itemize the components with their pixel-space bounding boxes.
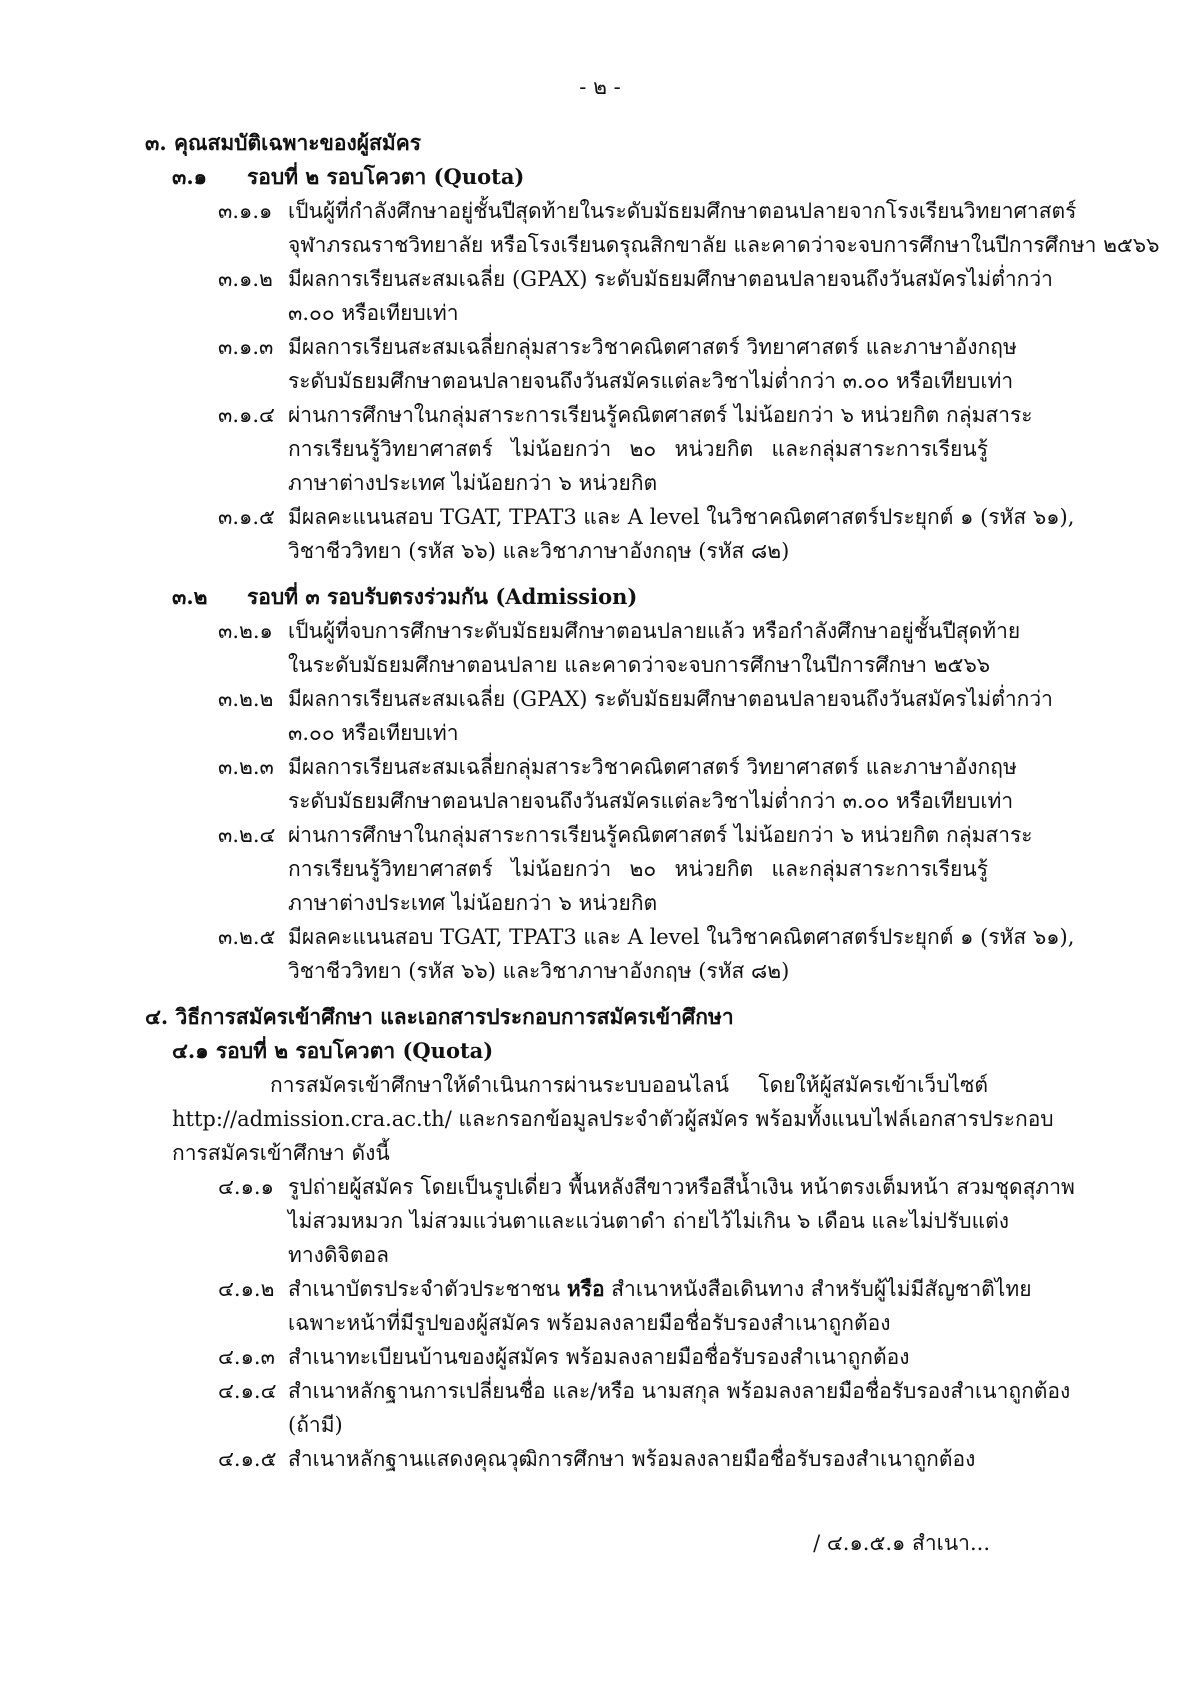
item-number: ๓.๑.๓ [218, 335, 274, 359]
item-line: สำเนาหลักฐานแสดงคุณวุฒิการศึกษา พร้อมลงลายมือชื่อรับรองสำเนาถูกต้อง [288, 1447, 976, 1471]
item-line: วิชาชีววิทยา (รหัส ๖๖) และวิชาภาษาอังกฤษ (รหัส ๘๒) [288, 539, 790, 563]
section-3-heading: ๓. คุณสมบัติเฉพาะของผู้สมัคร [145, 130, 422, 155]
item-line: เฉพาะหน้าที่มีรูปของผู้สมัคร พร้อมลงลายมือชื่อรับรองสำเนาถูกต้อง [288, 1311, 891, 1335]
item-text: สำเนาหนังสือเดินทาง สำหรับผู้ไม่มีสัญชาติไทย [604, 1277, 1032, 1301]
item-line: มีผลการเรียนสะสมเฉลี่ยกลุ่มสาระวิชาคณิตศาสตร์ วิทยาศาสตร์ และภาษาอังกฤษ [288, 755, 1017, 779]
item-number: ๔.๑.๑ [218, 1175, 274, 1199]
item-number: ๓.๑.๕ [218, 505, 275, 529]
item-line: ระดับมัธยมศึกษาตอนปลายจนถึงวันสมัครแต่ละวิชาไม่ต่ำกว่า ๓.๐๐ หรือเทียบเท่า [288, 369, 1014, 393]
item-line: ไม่สวมหมวก ไม่สวมแว่นตาและแว่นตาดำ ถ่ายไว้ไม่เกิน ๖ เดือน และไม่ปรับแต่ง [288, 1209, 1010, 1233]
item-line: วิชาชีววิทยา (รหัส ๖๖) และวิชาภาษาอังกฤษ (รหัส ๘๒) [288, 959, 790, 983]
paragraph-line: การสมัครเข้าศึกษา ดังนี้ [172, 1141, 390, 1165]
item-line: สำเนาทะเบียนบ้านของผู้สมัคร พร้อมลงลายมือชื่อรับรองสำเนาถูกต้อง [288, 1345, 910, 1369]
item-number: ๓.๑.๔ [218, 403, 275, 427]
item-number: ๔.๑.๓ [218, 1345, 275, 1369]
item-number: ๓.๒.๒ [218, 687, 274, 711]
subsection-3-2-number: ๓.๒ [172, 584, 208, 609]
item-line: มีผลการเรียนสะสมเฉลี่ย (GPAX) ระดับมัธยมศึกษาตอนปลายจนถึงวันสมัครไม่ต่ำกว่า [288, 687, 1053, 711]
subsection-3-2-title: รอบที่ ๓ รอบรับตรงร่วมกัน (Admission) [247, 584, 638, 609]
item-line: เป็นผู้ที่กำลังศึกษาอยู่ชั้นปีสุดท้ายในระดับมัธยมศึกษาตอนปลายจากโรงเรียนวิทยาศาสตร์ [288, 199, 1077, 223]
item-line [288, 1272, 1032, 1306]
item-line: ภาษาต่างประเทศ ไม่น้อยกว่า ๖ หน่วยกิต [288, 891, 658, 915]
subsection-4-1-title: ๔.๑ รอบที่ ๒ รอบโควตา (Quota) [172, 1038, 494, 1063]
continuation-footer: / ๔.๑.๕.๑ สำเนา... [813, 1531, 990, 1555]
paragraph-line: การสมัครเข้าศึกษาให้ดำเนินการผ่านระบบออนไลน์ โดยให้ผู้สมัครเข้าเว็บไซต์ [270, 1073, 988, 1097]
item-line: รูปถ่ายผู้สมัคร โดยเป็นรูปเดี่ยว พื้นหลังสีขาวหรือสีน้ำเงิน หน้าตรงเต็มหน้า สวมชุดสุภาพ [288, 1175, 1075, 1199]
item-line: ๓.๐๐ หรือเทียบเท่า [288, 721, 459, 745]
subsection-3-1-number: ๓.๑ [172, 164, 207, 189]
item-line: ภาษาต่างประเทศ ไม่น้อยกว่า ๖ หน่วยกิต [288, 471, 658, 495]
item-number: ๓.๒.๓ [218, 755, 274, 779]
paragraph-line: http://admission.cra.ac.th/ และกรอกข้อมูลประจำตัวผู้สมัคร พร้อมทั้งแนบไฟล์เอกสารประกอบ [172, 1107, 1054, 1131]
item-text: สำเนาบัตรประจำตัวประชาชน [288, 1277, 567, 1301]
item-line: จุฬาภรณราชวิทยาลัย หรือโรงเรียนดรุณสิกขาลัย และคาดว่าจะจบการศึกษาในปีการศึกษา ๒๕๖๖ [288, 233, 1160, 257]
item-number: ๓.๒.๕ [218, 925, 276, 949]
item-number: ๓.๒.๔ [218, 823, 276, 847]
item-line: มีผลการเรียนสะสมเฉลี่ย (GPAX) ระดับมัธยมศึกษาตอนปลายจนถึงวันสมัครไม่ต่ำกว่า [288, 267, 1053, 291]
item-line: ๓.๐๐ หรือเทียบเท่า [288, 301, 459, 325]
item-line: (ถ้ามี) [288, 1413, 343, 1437]
item-line: มีผลคะแนนสอบ TGAT, TPAT3 และ A level ในวิชาคณิตศาสตร์ประยุกต์ ๑ (รหัส ๖๑), [288, 505, 1075, 529]
item-number: ๔.๑.๕ [218, 1447, 277, 1471]
page-number: - ๒ - [579, 75, 621, 99]
item-line: เป็นผู้ที่จบการศึกษาระดับมัธยมศึกษาตอนปลายแล้ว หรือกำลังศึกษาอยู่ชั้นปีสุดท้าย [288, 619, 1021, 643]
emphasis-text: หรือ [566, 1276, 605, 1301]
item-line: ผ่านการศึกษาในกลุ่มสาระการเรียนรู้คณิตศาสตร์ ไม่น้อยกว่า ๖ หน่วยกิต กลุ่มสาระ [288, 403, 1033, 427]
item-number: ๔.๑.๔ [218, 1379, 277, 1403]
subsection-3-1-title: รอบที่ ๒ รอบโควตา (Quota) [247, 164, 525, 189]
item-number: ๔.๑.๒ [218, 1277, 275, 1301]
item-line: การเรียนรู้วิทยาศาสตร์ ไม่น้อยกว่า ๒๐ หน่วยกิต และกลุ่มสาระการเรียนรู้ [288, 857, 988, 881]
section-4-heading: ๔. วิธีการสมัครเข้าศึกษา และเอกสารประกอบการสมัครเข้าศึกษา [145, 1004, 734, 1029]
item-number: ๓.๑.๒ [218, 267, 273, 291]
item-line: ทางดิจิตอล [288, 1243, 389, 1267]
item-line: ในระดับมัธยมศึกษาตอนปลาย และคาดว่าจะจบการศึกษาในปีการศึกษา ๒๕๖๖ [288, 653, 991, 677]
item-line: มีผลคะแนนสอบ TGAT, TPAT3 และ A level ในวิชาคณิตศาสตร์ประยุกต์ ๑ (รหัส ๖๑), [288, 925, 1075, 949]
item-line: มีผลการเรียนสะสมเฉลี่ยกลุ่มสาระวิชาคณิตศาสตร์ วิทยาศาสตร์ และภาษาอังกฤษ [288, 335, 1017, 359]
item-number: ๓.๑.๑ [218, 199, 273, 223]
item-line: สำเนาหลักฐานการเปลี่ยนชื่อ และ/หรือ นามสกุล พร้อมลงลายมือชื่อรับรองสำเนาถูกต้อง [288, 1379, 1071, 1403]
item-line: ระดับมัธยมศึกษาตอนปลายจนถึงวันสมัครแต่ละวิชาไม่ต่ำกว่า ๓.๐๐ หรือเทียบเท่า [288, 789, 1014, 813]
item-line: การเรียนรู้วิทยาศาสตร์ ไม่น้อยกว่า ๒๐ หน่วยกิต และกลุ่มสาระการเรียนรู้ [288, 437, 988, 461]
item-line: ผ่านการศึกษาในกลุ่มสาระการเรียนรู้คณิตศาสตร์ ไม่น้อยกว่า ๖ หน่วยกิต กลุ่มสาระ [288, 823, 1033, 847]
item-number: ๓.๒.๑ [218, 619, 273, 643]
